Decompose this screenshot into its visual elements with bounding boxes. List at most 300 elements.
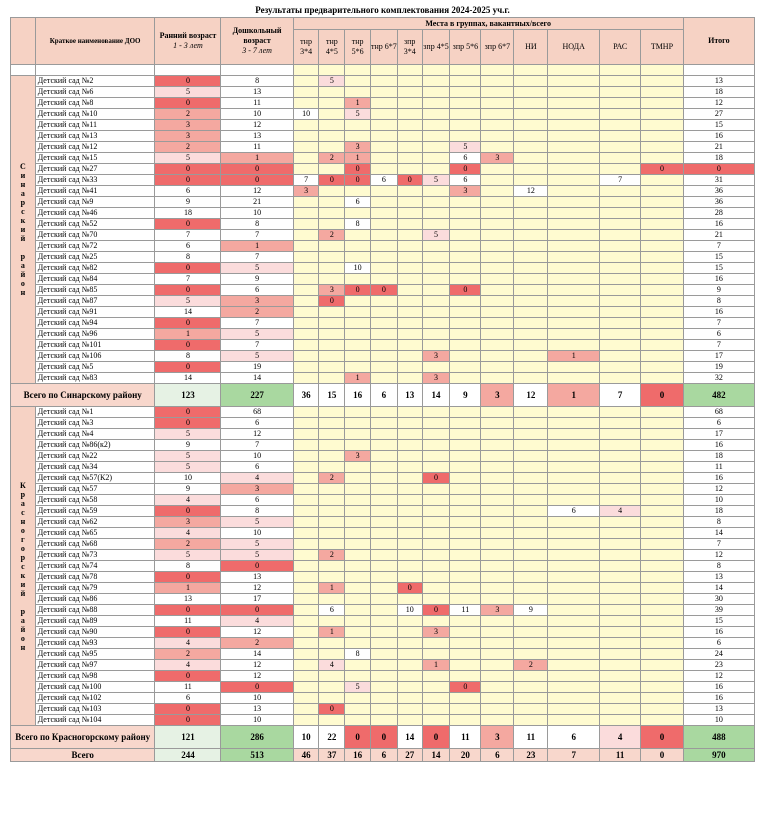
group-cell	[397, 76, 422, 87]
group-cell	[293, 252, 319, 263]
early-age-cell: 2	[155, 649, 221, 660]
group-cell	[481, 285, 514, 296]
group-cell	[481, 241, 514, 252]
group-cell	[397, 340, 422, 351]
row-total: 15	[683, 263, 754, 274]
group-cell	[345, 572, 371, 583]
row-total: 32	[683, 373, 754, 384]
group-cell	[481, 616, 514, 627]
group-cell	[600, 263, 641, 274]
header-col-8: НИ	[514, 30, 548, 65]
kindergarten-name: Детский сад №104	[35, 715, 155, 726]
group-cell	[450, 241, 481, 252]
row-total: 17	[683, 429, 754, 440]
group-cell	[422, 208, 450, 219]
row-total: 15	[683, 616, 754, 627]
group-cell	[397, 296, 422, 307]
early-age-cell: 2	[155, 109, 221, 120]
group-cell	[641, 274, 683, 285]
group-cell	[600, 704, 641, 715]
group-cell	[600, 219, 641, 230]
group-cell	[293, 76, 319, 87]
early-age-cell: 0	[155, 671, 221, 682]
group-cell	[293, 506, 319, 517]
group-cell	[481, 583, 514, 594]
table-row	[11, 164, 755, 175]
group-cell	[600, 164, 641, 175]
early-age-cell: 10	[155, 473, 221, 484]
group-cell	[481, 274, 514, 285]
group-cell	[600, 274, 641, 285]
group-cell	[600, 252, 641, 263]
group-cell	[641, 660, 683, 671]
table-row	[11, 230, 755, 241]
summary-total: 488	[683, 726, 754, 749]
group-cell	[514, 484, 548, 495]
group-cell	[450, 296, 481, 307]
early-age-cell: 0	[155, 285, 221, 296]
grand-preschool: 513	[221, 749, 293, 762]
preschool-cell: 1	[221, 241, 293, 252]
group-cell	[600, 76, 641, 87]
group-cell	[319, 362, 345, 373]
group-cell: 2	[319, 550, 345, 561]
group-cell	[345, 252, 371, 263]
early-age-cell: 8	[155, 561, 221, 572]
group-cell	[600, 153, 641, 164]
group-cell	[345, 418, 371, 429]
group-cell	[371, 660, 398, 671]
group-cell: 3	[293, 186, 319, 197]
group-cell	[641, 418, 683, 429]
group-cell	[600, 715, 641, 726]
group-cell	[450, 373, 481, 384]
group-cell	[345, 616, 371, 627]
group-cell	[397, 528, 422, 539]
header-col-2: тнр 5*6	[345, 30, 371, 65]
group-cell	[450, 197, 481, 208]
table-row	[11, 517, 755, 528]
kindergarten-name: Детский сад №88	[35, 605, 155, 616]
group-cell	[345, 318, 371, 329]
group-cell	[422, 682, 450, 693]
group-cell	[371, 98, 398, 109]
grand-group-cell: 7	[548, 749, 600, 762]
table-row	[11, 561, 755, 572]
group-cell	[600, 131, 641, 142]
group-cell	[600, 594, 641, 605]
group-cell	[481, 164, 514, 175]
group-cell	[481, 418, 514, 429]
group-cell	[371, 440, 398, 451]
group-cell	[371, 263, 398, 274]
header-preschool-label: Дошкольный возраст	[232, 26, 282, 45]
kindergarten-name: Детский сад №1	[35, 407, 155, 418]
group-cell	[481, 252, 514, 263]
kindergarten-name: Детский сад №12	[35, 142, 155, 153]
group-cell	[293, 142, 319, 153]
preschool-cell: 21	[221, 197, 293, 208]
group-cell	[600, 693, 641, 704]
group-cell	[345, 638, 371, 649]
summary-group-cell: 13	[397, 384, 422, 407]
early-age-cell: 0	[155, 175, 221, 186]
group-cell	[641, 572, 683, 583]
group-cell	[514, 594, 548, 605]
kindergarten-name: Детский сад №65	[35, 528, 155, 539]
grand-group-cell: 37	[319, 749, 345, 762]
group-cell	[548, 175, 600, 186]
kindergarten-name: Детский сад №58	[35, 495, 155, 506]
table-row	[11, 197, 755, 208]
early-age-cell: 0	[155, 627, 221, 638]
group-cell	[293, 351, 319, 362]
group-cell	[397, 263, 422, 274]
group-cell	[319, 451, 345, 462]
group-cell	[293, 318, 319, 329]
group-cell	[600, 616, 641, 627]
group-cell	[397, 539, 422, 550]
group-cell	[345, 583, 371, 594]
group-cell	[345, 307, 371, 318]
kindergarten-name: Детский сад №78	[35, 572, 155, 583]
early-age-cell: 4	[155, 495, 221, 506]
table-row	[11, 109, 755, 120]
header-row-top	[11, 18, 755, 30]
group-cell	[481, 440, 514, 451]
kindergarten-name: Детский сад №5	[35, 362, 155, 373]
group-cell	[514, 252, 548, 263]
group-cell	[371, 373, 398, 384]
row-total: 19	[683, 362, 754, 373]
group-cell	[293, 340, 319, 351]
header-preschool	[221, 18, 293, 65]
row-total: 16	[683, 693, 754, 704]
group-cell	[397, 252, 422, 263]
kindergarten-name: Детский сад №79	[35, 583, 155, 594]
group-cell	[548, 693, 600, 704]
group-cell	[422, 340, 450, 351]
summary-group-cell: 14	[422, 384, 450, 407]
group-cell	[641, 583, 683, 594]
group-cell	[548, 109, 600, 120]
group-cell	[514, 440, 548, 451]
group-cell	[548, 418, 600, 429]
group-cell	[371, 429, 398, 440]
group-cell	[548, 186, 600, 197]
group-cell: 0	[422, 473, 450, 484]
group-cell	[600, 583, 641, 594]
preschool-cell: 5	[221, 550, 293, 561]
group-cell	[514, 704, 548, 715]
table-row	[11, 660, 755, 671]
group-cell	[397, 682, 422, 693]
group-cell	[371, 120, 398, 131]
row-total: 12	[683, 484, 754, 495]
group-cell	[450, 451, 481, 462]
early-age-cell: 18	[155, 208, 221, 219]
table-row	[11, 583, 755, 594]
group-cell	[397, 131, 422, 142]
group-cell	[514, 495, 548, 506]
group-cell	[600, 539, 641, 550]
group-cell: 1	[345, 153, 371, 164]
preschool-cell: 8	[221, 506, 293, 517]
table-row	[11, 274, 755, 285]
kindergarten-name: Детский сад №3	[35, 418, 155, 429]
group-cell	[345, 473, 371, 484]
group-cell	[293, 671, 319, 682]
group-cell	[450, 528, 481, 539]
group-cell	[548, 605, 600, 616]
group-cell: 0	[397, 583, 422, 594]
preschool-cell: 10	[221, 693, 293, 704]
group-cell	[422, 263, 450, 274]
early-age-cell: 0	[155, 506, 221, 517]
table-row	[11, 307, 755, 318]
group-cell	[514, 274, 548, 285]
group-cell	[548, 594, 600, 605]
group-cell	[481, 351, 514, 362]
group-cell	[600, 120, 641, 131]
group-cell	[371, 164, 398, 175]
group-cell	[371, 241, 398, 252]
group-cell	[293, 649, 319, 660]
early-age-cell: 3	[155, 120, 221, 131]
row-total: 10	[683, 715, 754, 726]
group-cell	[371, 693, 398, 704]
group-cell	[481, 407, 514, 418]
header-name: Краткое наименование ДОО	[35, 18, 155, 65]
group-cell	[450, 660, 481, 671]
group-cell	[422, 241, 450, 252]
region-label: С и н а р с к и й р а й о н	[11, 76, 36, 384]
preschool-cell: 9	[221, 274, 293, 285]
group-cell: 0	[450, 682, 481, 693]
grand-total: 970	[683, 749, 754, 762]
kindergarten-name: Детский сад №6	[35, 87, 155, 98]
group-cell	[397, 373, 422, 384]
early-age-cell: 11	[155, 682, 221, 693]
group-cell	[397, 704, 422, 715]
group-cell: 1	[345, 373, 371, 384]
group-cell	[548, 263, 600, 274]
group-cell	[293, 274, 319, 285]
group-cell	[422, 407, 450, 418]
group-cell	[293, 495, 319, 506]
group-cell	[600, 572, 641, 583]
group-cell	[293, 682, 319, 693]
group-cell	[293, 627, 319, 638]
group-cell	[548, 373, 600, 384]
group-cell	[548, 660, 600, 671]
preschool-cell: 17	[221, 594, 293, 605]
group-cell	[514, 87, 548, 98]
group-cell	[422, 197, 450, 208]
group-cell	[422, 418, 450, 429]
row-total: 7	[683, 539, 754, 550]
group-cell	[481, 87, 514, 98]
group-cell	[319, 682, 345, 693]
group-cell	[600, 329, 641, 340]
early-age-cell: 6	[155, 186, 221, 197]
group-cell	[293, 329, 319, 340]
preschool-cell: 6	[221, 462, 293, 473]
table-row	[11, 362, 755, 373]
group-cell	[293, 164, 319, 175]
table-row	[11, 186, 755, 197]
enrollment-table	[10, 17, 755, 762]
group-cell	[481, 682, 514, 693]
group-cell	[450, 208, 481, 219]
group-cell	[397, 109, 422, 120]
group-cell	[345, 539, 371, 550]
row-total: 8	[683, 296, 754, 307]
kindergarten-name: Детский сад №87	[35, 296, 155, 307]
group-cell	[641, 605, 683, 616]
summary-group-cell: 11	[450, 726, 481, 749]
preschool-cell: 12	[221, 583, 293, 594]
group-cell	[293, 715, 319, 726]
early-age-cell: 9	[155, 484, 221, 495]
early-age-cell: 5	[155, 429, 221, 440]
preschool-cell: 5	[221, 351, 293, 362]
kindergarten-name: Детский сад №74	[35, 561, 155, 572]
group-cell	[514, 715, 548, 726]
group-cell	[293, 429, 319, 440]
group-cell	[514, 340, 548, 351]
group-cell	[397, 473, 422, 484]
group-cell	[450, 98, 481, 109]
group-cell	[397, 627, 422, 638]
row-total: 21	[683, 142, 754, 153]
group-cell	[345, 241, 371, 252]
group-cell	[641, 142, 683, 153]
table-row	[11, 329, 755, 340]
group-cell	[371, 407, 398, 418]
group-cell	[319, 561, 345, 572]
kindergarten-name: Детский сад №86(к2)	[35, 440, 155, 451]
table-row	[11, 373, 755, 384]
group-cell	[481, 517, 514, 528]
group-cell	[371, 682, 398, 693]
group-cell	[548, 495, 600, 506]
group-cell	[345, 87, 371, 98]
group-cell	[371, 605, 398, 616]
header-blank-cell	[11, 18, 36, 65]
group-cell	[293, 440, 319, 451]
group-cell	[641, 473, 683, 484]
table-row	[11, 528, 755, 539]
group-cell	[548, 296, 600, 307]
group-cell	[345, 351, 371, 362]
group-cell	[481, 715, 514, 726]
early-age-cell: 0	[155, 605, 221, 616]
group-cell	[293, 528, 319, 539]
group-cell	[641, 561, 683, 572]
group-cell	[397, 660, 422, 671]
group-cell	[548, 517, 600, 528]
row-total: 13	[683, 76, 754, 87]
group-cell: 12	[514, 186, 548, 197]
group-cell	[397, 638, 422, 649]
table-row	[11, 142, 755, 153]
group-cell	[345, 594, 371, 605]
group-cell	[641, 219, 683, 230]
table-row	[11, 153, 755, 164]
row-total: 8	[683, 517, 754, 528]
group-cell	[319, 164, 345, 175]
group-cell	[450, 572, 481, 583]
group-cell: 3	[422, 627, 450, 638]
group-cell	[371, 252, 398, 263]
group-cell	[422, 87, 450, 98]
group-cell	[600, 241, 641, 252]
early-age-cell: 5	[155, 87, 221, 98]
group-cell	[345, 693, 371, 704]
row-total: 16	[683, 131, 754, 142]
group-cell	[548, 252, 600, 263]
kindergarten-name: Детский сад №89	[35, 616, 155, 627]
group-cell	[450, 362, 481, 373]
group-cell	[371, 351, 398, 362]
group-cell	[450, 550, 481, 561]
group-cell	[293, 197, 319, 208]
group-cell	[422, 76, 450, 87]
group-cell	[600, 362, 641, 373]
group-cell: 3	[450, 186, 481, 197]
group-cell	[450, 484, 481, 495]
group-cell	[548, 704, 600, 715]
group-cell	[319, 528, 345, 539]
group-cell	[319, 109, 345, 120]
group-cell: 0	[345, 285, 371, 296]
group-cell: 9	[514, 605, 548, 616]
row-total: 36	[683, 197, 754, 208]
summary-group-cell: 16	[345, 384, 371, 407]
group-cell	[371, 219, 398, 230]
group-cell: 10	[345, 263, 371, 274]
group-cell	[345, 340, 371, 351]
group-cell	[481, 76, 514, 87]
group-cell: 3	[481, 153, 514, 164]
group-cell	[514, 362, 548, 373]
group-cell	[641, 252, 683, 263]
early-age-cell: 4	[155, 660, 221, 671]
group-cell	[600, 440, 641, 451]
group-cell	[397, 440, 422, 451]
group-cell	[345, 296, 371, 307]
grand-total-label: Всего	[11, 749, 155, 762]
kindergarten-name: Детский сад №82	[35, 263, 155, 274]
group-cell: 5	[450, 142, 481, 153]
group-cell	[293, 230, 319, 241]
table-row	[11, 219, 755, 230]
row-total: 13	[683, 572, 754, 583]
table-row	[11, 440, 755, 451]
kindergarten-name: Детский сад №102	[35, 693, 155, 704]
group-cell	[481, 462, 514, 473]
group-cell	[293, 285, 319, 296]
grand-group-cell: 23	[514, 749, 548, 762]
group-cell: 0	[641, 164, 683, 175]
group-cell	[641, 649, 683, 660]
group-cell	[371, 329, 398, 340]
group-cell	[641, 76, 683, 87]
group-cell	[450, 407, 481, 418]
group-cell	[600, 561, 641, 572]
kindergarten-name: Детский сад №57	[35, 484, 155, 495]
